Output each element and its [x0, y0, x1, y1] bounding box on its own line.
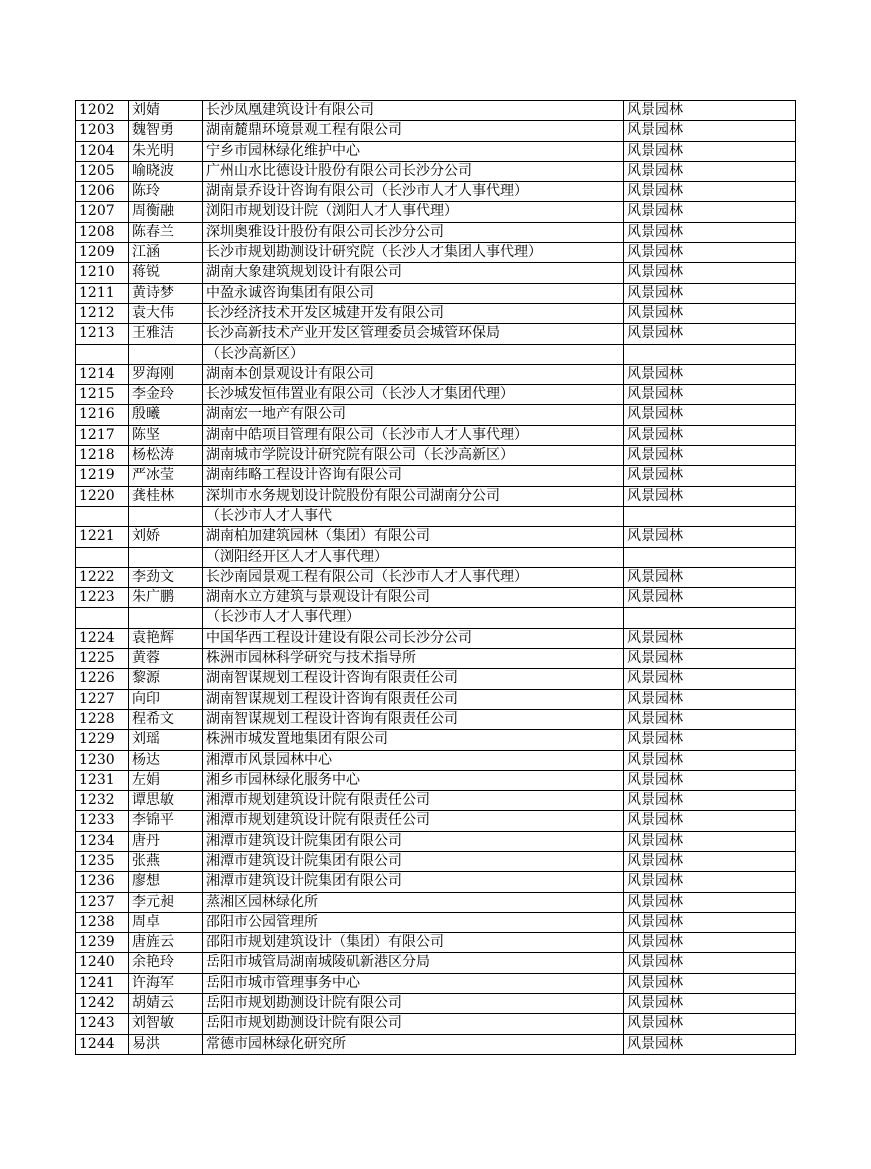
cell-number: 1232	[76, 791, 129, 811]
cell-name: 袁艳辉	[129, 628, 203, 648]
table-row	[76, 263, 796, 283]
cell-organization: 常德市园林绿化研究所	[203, 1034, 624, 1054]
cell-name: 殷曦	[129, 405, 203, 425]
cell-number: 1237	[76, 892, 129, 912]
cell-number: 1223	[76, 588, 129, 608]
cell-number: 1220	[76, 486, 129, 506]
cell-number: 1225	[76, 649, 129, 669]
cell-organization: （浏阳经开区人才人事代理）	[203, 547, 624, 567]
cell-category: 风景园林	[624, 1034, 796, 1054]
cell-category: 风景园林	[624, 466, 796, 486]
cell-organization: 宁乡市园林绿化维护中心	[203, 141, 624, 161]
cell-category: 风景园林	[624, 222, 796, 242]
cell-organization: 湖南景乔设计咨询有限公司（长沙市人才人事代理）	[203, 182, 624, 202]
cell-organization: 岳阳市城管局湖南城陵矶新港区分局	[203, 953, 624, 973]
cell-organization: 湖南中皓项目管理有限公司（长沙市人才人事代理）	[203, 425, 624, 445]
cell-category: 风景园林	[624, 811, 796, 831]
cell-category: 风景园林	[624, 202, 796, 222]
cell-category: 风景园林	[624, 973, 796, 993]
cell-number: 1204	[76, 141, 129, 161]
cell-organization: 湘乡市园林绿化服务中心	[203, 770, 624, 790]
cell-number: 1222	[76, 567, 129, 587]
cell-category: 风景园林	[624, 405, 796, 425]
table-row	[76, 669, 796, 689]
table-row	[76, 466, 796, 486]
cell-number: 1228	[76, 709, 129, 729]
cell-name: 余艳玲	[129, 953, 203, 973]
table-row	[76, 202, 796, 222]
cell-name: 刘婧	[129, 101, 203, 121]
cell-organization: 深圳奥雅设计股份有限公司长沙分公司	[203, 222, 624, 242]
table-row	[76, 243, 796, 263]
cell-organization: 岳阳市城市管理事务中心	[203, 973, 624, 993]
cell-category: 风景园林	[624, 243, 796, 263]
cell-number: 1241	[76, 973, 129, 993]
cell-name: 蒋锐	[129, 263, 203, 283]
cell-number: 1226	[76, 669, 129, 689]
cell-number: 1238	[76, 912, 129, 932]
cell-name: 刘瑶	[129, 730, 203, 750]
cell-category: 风景园林	[624, 750, 796, 770]
cell-category: 风景园林	[624, 364, 796, 384]
cell-name: 谭思敏	[129, 791, 203, 811]
cell-name: 周卓	[129, 912, 203, 932]
cell-category: 风景园林	[624, 425, 796, 445]
cell-category: 风景园林	[624, 486, 796, 506]
cell-organization: 邵阳市公园管理所	[203, 912, 624, 932]
table-row	[76, 486, 796, 506]
cell-category: 风景园林	[624, 912, 796, 932]
cell-organization: 湖南大象建筑规划设计有限公司	[203, 263, 624, 283]
cell-organization: 长沙高新技术产业开发区管理委员会城管环保局	[203, 324, 624, 344]
cell-number: 1213	[76, 324, 129, 344]
cell-name: 江涵	[129, 243, 203, 263]
cell-category: 风景园林	[624, 994, 796, 1014]
table-row	[76, 222, 796, 242]
cell-organization: 长沙南园景观工程有限公司（长沙市人才人事代理）	[203, 567, 624, 587]
cell-name: 杨松涛	[129, 446, 203, 466]
table-row	[76, 851, 796, 871]
cell-organization: 蒸湘区园林绿化所	[203, 892, 624, 912]
cell-name: 胡婧云	[129, 994, 203, 1014]
cell-organization: 湘潭市规划建筑设计院有限责任公司	[203, 791, 624, 811]
cell-number: 1215	[76, 385, 129, 405]
cell-name	[129, 506, 203, 526]
cell-name: 黎源	[129, 669, 203, 689]
roster-table	[75, 100, 796, 1055]
cell-category	[624, 506, 796, 526]
cell-number: 1243	[76, 1014, 129, 1034]
cell-organization: 株洲市城发置地集团有限公司	[203, 730, 624, 750]
table-row	[76, 506, 796, 526]
cell-name: 陈坚	[129, 425, 203, 445]
cell-name: 李劲文	[129, 567, 203, 587]
cell-name: 严冰莹	[129, 466, 203, 486]
table-row	[76, 141, 796, 161]
cell-organization: 湖南宏一地产有限公司	[203, 405, 624, 425]
roster-table-body	[76, 101, 796, 1055]
cell-organization: （长沙高新区）	[203, 344, 624, 364]
cell-number: 1233	[76, 811, 129, 831]
table-row	[76, 933, 796, 953]
table-row	[76, 608, 796, 628]
table-row	[76, 791, 796, 811]
cell-organization: 湘潭市建筑设计院集团有限公司	[203, 831, 624, 851]
cell-name: 龚桂林	[129, 486, 203, 506]
cell-name: 李元昶	[129, 892, 203, 912]
cell-number: 1236	[76, 872, 129, 892]
cell-category: 风景园林	[624, 263, 796, 283]
cell-number: 1205	[76, 161, 129, 181]
cell-category: 风景园林	[624, 588, 796, 608]
table-row	[76, 770, 796, 790]
cell-name: 张燕	[129, 851, 203, 871]
table-row	[76, 750, 796, 770]
cell-category: 风景园林	[624, 161, 796, 181]
cell-number: 1211	[76, 283, 129, 303]
cell-organization: 深圳市水务规划设计院股份有限公司湖南分公司	[203, 486, 624, 506]
cell-number: 1202	[76, 101, 129, 121]
cell-number: 1224	[76, 628, 129, 648]
cell-category: 风景园林	[624, 527, 796, 547]
table-row	[76, 831, 796, 851]
cell-organization: 岳阳市规划勘测设计院有限公司	[203, 1014, 624, 1034]
cell-name: 易洪	[129, 1034, 203, 1054]
cell-name: 杨达	[129, 750, 203, 770]
cell-name: 袁大伟	[129, 303, 203, 323]
table-row	[76, 405, 796, 425]
cell-organization: 湖南本创景观设计有限公司	[203, 364, 624, 384]
table-row	[76, 1034, 796, 1054]
cell-organization: 湖南柏加建筑园林（集团）有限公司	[203, 527, 624, 547]
cell-organization: 湖南智谋规划工程设计咨询有限责任公司	[203, 669, 624, 689]
table-row	[76, 872, 796, 892]
cell-number: 1214	[76, 364, 129, 384]
cell-number: 1219	[76, 466, 129, 486]
cell-number: 1207	[76, 202, 129, 222]
cell-number: 1240	[76, 953, 129, 973]
cell-category: 风景园林	[624, 303, 796, 323]
cell-category	[624, 344, 796, 364]
cell-category: 风景园林	[624, 628, 796, 648]
cell-category	[624, 547, 796, 567]
cell-number: 1210	[76, 263, 129, 283]
cell-name: 黄诗梦	[129, 283, 203, 303]
cell-name: 刘智敏	[129, 1014, 203, 1034]
cell-organization: 湖南智谋规划工程设计咨询有限责任公司	[203, 709, 624, 729]
cell-number: 1203	[76, 121, 129, 141]
cell-number: 1221	[76, 527, 129, 547]
cell-number: 1229	[76, 730, 129, 750]
cell-name: 廖想	[129, 872, 203, 892]
cell-organization: 长沙经济技术开发区城建开发有限公司	[203, 303, 624, 323]
cell-name: 喻晓波	[129, 161, 203, 181]
cell-organization: 长沙市规划勘测设计研究院（长沙人才集团人事代理）	[203, 243, 624, 263]
cell-number: 1230	[76, 750, 129, 770]
cell-organization: （长沙市人才人事代	[203, 506, 624, 526]
cell-number	[76, 547, 129, 567]
cell-name: 程希文	[129, 709, 203, 729]
cell-name	[129, 547, 203, 567]
cell-organization: 湖南城市学院设计研究院有限公司（长沙高新区）	[203, 446, 624, 466]
cell-category: 风景园林	[624, 851, 796, 871]
cell-category: 风景园林	[624, 709, 796, 729]
cell-category: 风景园林	[624, 446, 796, 466]
cell-number: 1231	[76, 770, 129, 790]
cell-number: 1244	[76, 1034, 129, 1054]
table-row	[76, 811, 796, 831]
cell-category: 风景园林	[624, 872, 796, 892]
cell-organization: 湘潭市建筑设计院集团有限公司	[203, 872, 624, 892]
cell-category: 风景园林	[624, 770, 796, 790]
cell-organization: 株洲市园林科学研究与技术指导所	[203, 649, 624, 669]
table-row	[76, 912, 796, 932]
cell-category: 风景园林	[624, 892, 796, 912]
cell-category: 风景园林	[624, 831, 796, 851]
cell-name: 左娟	[129, 770, 203, 790]
table-row	[76, 344, 796, 364]
cell-organization: 湖南智谋规划工程设计咨询有限责任公司	[203, 689, 624, 709]
cell-organization: 长沙凤凰建筑设计有限公司	[203, 101, 624, 121]
table-row	[76, 973, 796, 993]
cell-organization: 浏阳市规划设计院（浏阳人才人事代理）	[203, 202, 624, 222]
cell-organization: 湘潭市建筑设计院集团有限公司	[203, 851, 624, 871]
table-row	[76, 324, 796, 344]
cell-name: 周衡融	[129, 202, 203, 222]
cell-organization: 广州山水比德设计股份有限公司长沙分公司	[203, 161, 624, 181]
cell-number: 1242	[76, 994, 129, 1014]
cell-number: 1206	[76, 182, 129, 202]
cell-category: 风景园林	[624, 689, 796, 709]
table-row	[76, 1014, 796, 1034]
cell-name	[129, 608, 203, 628]
cell-number	[76, 344, 129, 364]
cell-number: 1234	[76, 831, 129, 851]
cell-name: 罗海刚	[129, 364, 203, 384]
table-row	[76, 385, 796, 405]
cell-number: 1227	[76, 689, 129, 709]
cell-name: 向印	[129, 689, 203, 709]
table-row	[76, 709, 796, 729]
cell-number	[76, 506, 129, 526]
cell-number: 1235	[76, 851, 129, 871]
cell-organization: （长沙市人才人事代理）	[203, 608, 624, 628]
cell-organization: 中国华西工程设计建设有限公司长沙分公司	[203, 628, 624, 648]
cell-organization: 湘潭市风景园林中心	[203, 750, 624, 770]
cell-category: 风景园林	[624, 649, 796, 669]
cell-organization: 湖南纬略工程设计咨询有限公司	[203, 466, 624, 486]
cell-name: 陈玲	[129, 182, 203, 202]
cell-name: 李锦平	[129, 811, 203, 831]
cell-number: 1217	[76, 425, 129, 445]
cell-category: 风景园林	[624, 933, 796, 953]
table-row	[76, 730, 796, 750]
cell-name: 李金玲	[129, 385, 203, 405]
cell-organization: 湖南麓鼎环境景观工程有限公司	[203, 121, 624, 141]
cell-organization: 湖南水立方建筑与景观设计有限公司	[203, 588, 624, 608]
cell-name: 魏智勇	[129, 121, 203, 141]
cell-organization: 中盈永诚咨询集团有限公司	[203, 283, 624, 303]
cell-category: 风景园林	[624, 730, 796, 750]
cell-number: 1208	[76, 222, 129, 242]
cell-number: 1218	[76, 446, 129, 466]
cell-name: 朱广鹏	[129, 588, 203, 608]
table-row	[76, 527, 796, 547]
table-row	[76, 689, 796, 709]
cell-organization: 湘潭市规划建筑设计院有限责任公司	[203, 811, 624, 831]
cell-name: 朱光明	[129, 141, 203, 161]
cell-category: 风景园林	[624, 791, 796, 811]
table-row	[76, 892, 796, 912]
cell-category: 风景园林	[624, 182, 796, 202]
cell-name: 陈春兰	[129, 222, 203, 242]
table-row	[76, 182, 796, 202]
cell-category: 风景园林	[624, 121, 796, 141]
cell-organization: 岳阳市规划勘测设计院有限公司	[203, 994, 624, 1014]
cell-number	[76, 608, 129, 628]
cell-category: 风景园林	[624, 1014, 796, 1034]
cell-category: 风景园林	[624, 324, 796, 344]
cell-name: 王雅洁	[129, 324, 203, 344]
table-row	[76, 121, 796, 141]
cell-name	[129, 344, 203, 364]
cell-category: 风景园林	[624, 953, 796, 973]
table-row	[76, 425, 796, 445]
cell-name: 许海军	[129, 973, 203, 993]
cell-name: 唐旌云	[129, 933, 203, 953]
table-row	[76, 101, 796, 121]
cell-category: 风景园林	[624, 141, 796, 161]
table-row	[76, 953, 796, 973]
cell-category: 风景园林	[624, 385, 796, 405]
cell-category	[624, 608, 796, 628]
cell-name: 唐丹	[129, 831, 203, 851]
table-row	[76, 628, 796, 648]
cell-organization: 邵阳市规划建筑设计（集团）有限公司	[203, 933, 624, 953]
cell-category: 风景园林	[624, 101, 796, 121]
table-row	[76, 649, 796, 669]
table-row	[76, 547, 796, 567]
cell-organization: 长沙城发恒伟置业有限公司（长沙人才集团代理）	[203, 385, 624, 405]
table-row	[76, 994, 796, 1014]
cell-name: 刘娇	[129, 527, 203, 547]
table-row	[76, 567, 796, 587]
cell-category: 风景园林	[624, 669, 796, 689]
table-row	[76, 303, 796, 323]
cell-category: 风景园林	[624, 567, 796, 587]
table-row	[76, 161, 796, 181]
cell-number: 1216	[76, 405, 129, 425]
table-row	[76, 588, 796, 608]
table-row	[76, 283, 796, 303]
table-row	[76, 446, 796, 466]
cell-number: 1209	[76, 243, 129, 263]
cell-category: 风景园林	[624, 283, 796, 303]
cell-number: 1239	[76, 933, 129, 953]
cell-name: 黄蓉	[129, 649, 203, 669]
cell-number: 1212	[76, 303, 129, 323]
table-row	[76, 364, 796, 384]
